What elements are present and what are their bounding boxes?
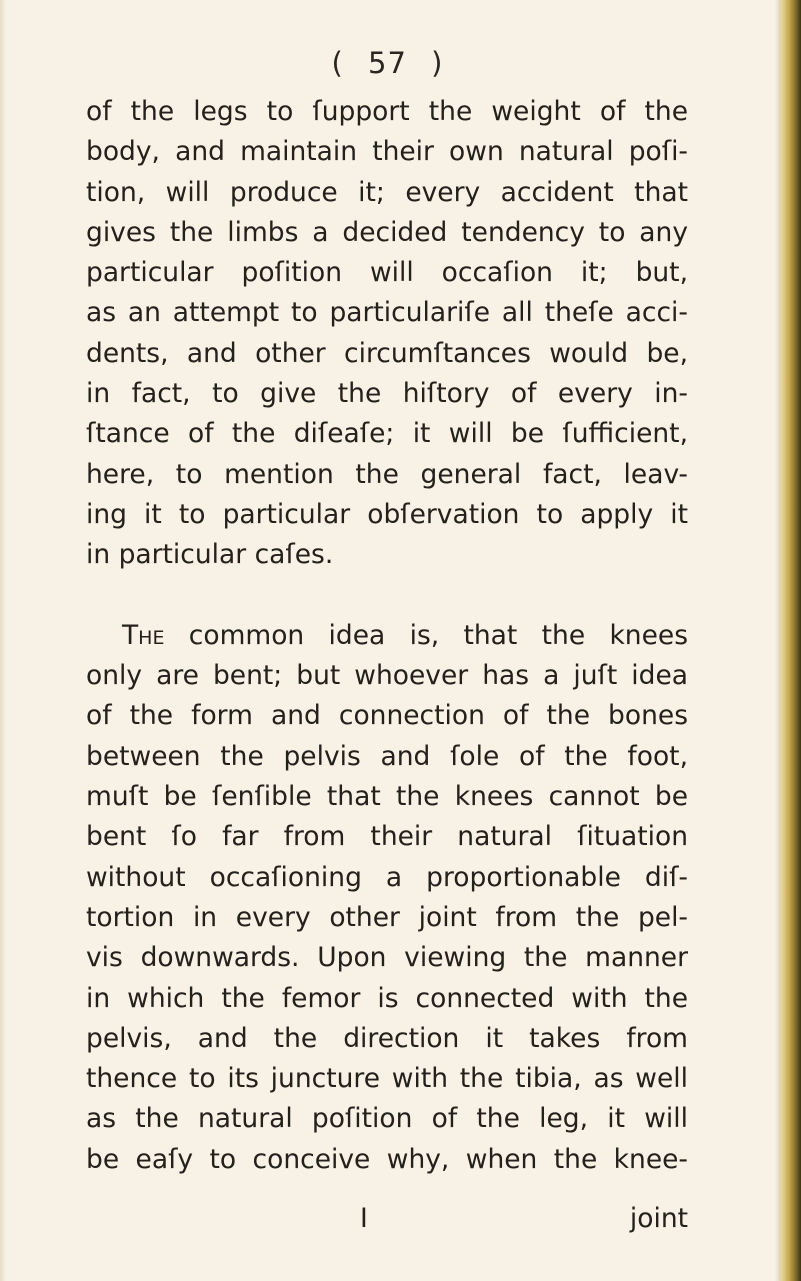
text-line: vis downwards. Upon viewing the manner <box>86 942 688 974</box>
text-line-first <box>86 616 688 656</box>
text-line: in fact, to give the hiſtory of every in- <box>86 378 688 410</box>
text-line: be eaſy to conceive why, when the knee- <box>86 1143 688 1175</box>
text-line: thence to its juncture with the tibia, as well <box>86 1063 688 1095</box>
text-line: bent ſo far from their natural ſituation <box>86 821 688 853</box>
text-line: in particular caſes. <box>86 539 334 571</box>
header-close-paren: ) <box>431 46 444 80</box>
text-line: pelvis, and the direction it takes from <box>86 1022 688 1054</box>
text-line: between the pelvis and ſole of the foot, <box>86 740 688 772</box>
text-line: body, and maintain their own natural poſi- <box>86 136 688 168</box>
catchline <box>86 1203 688 1243</box>
text-line: tion, will produce it; every accident that <box>86 176 688 208</box>
text-line: as the natural poſition of the leg, it will <box>86 1103 688 1135</box>
first-line-rest: common idea is, that the knees <box>164 619 688 651</box>
signature-mark: I <box>360 1203 368 1234</box>
text-line: particular poſition will occaſion it; but, <box>86 257 688 289</box>
text-line: here, to mention the general fact, leav- <box>86 458 688 490</box>
text-line: ing it to particular obſervation to apply it <box>86 498 688 530</box>
paragraph-gap <box>86 576 688 616</box>
page-header <box>0 46 775 80</box>
text-line: as an attempt to particulariſe all theſe acci- <box>86 297 688 329</box>
body-text <box>86 92 688 1180</box>
paragraph-1 <box>86 92 688 576</box>
drop-word: The <box>122 619 165 651</box>
catchword: joint <box>629 1203 688 1234</box>
text-line: of the legs to ſupport the weight of the <box>86 96 688 127</box>
page-left-edge <box>0 0 6 1281</box>
book-gutter <box>781 0 801 1281</box>
text-line: tortion in every other joint from the pel- <box>86 901 688 933</box>
text-line: only are bent; but whoever has a juſt idea <box>86 660 688 692</box>
text-line: in which the femor is connected with the <box>86 982 688 1014</box>
header-open-paren: ( <box>331 46 344 80</box>
text-line: of the form and connection of the bones <box>86 700 688 732</box>
text-line: without occaſioning a proportionable diſ- <box>86 861 688 893</box>
text-line: ſtance of the diſeaſe; it will be ſufficient, <box>86 418 688 450</box>
paragraph-2 <box>86 616 688 1180</box>
text-line: muſt be ſenſible that the knees cannot be <box>86 781 688 813</box>
page-number: 57 <box>368 46 407 80</box>
text-line: dents, and other circumſtances would be, <box>86 337 688 369</box>
text-line: gives the limbs a decided tendency to any <box>86 216 688 248</box>
